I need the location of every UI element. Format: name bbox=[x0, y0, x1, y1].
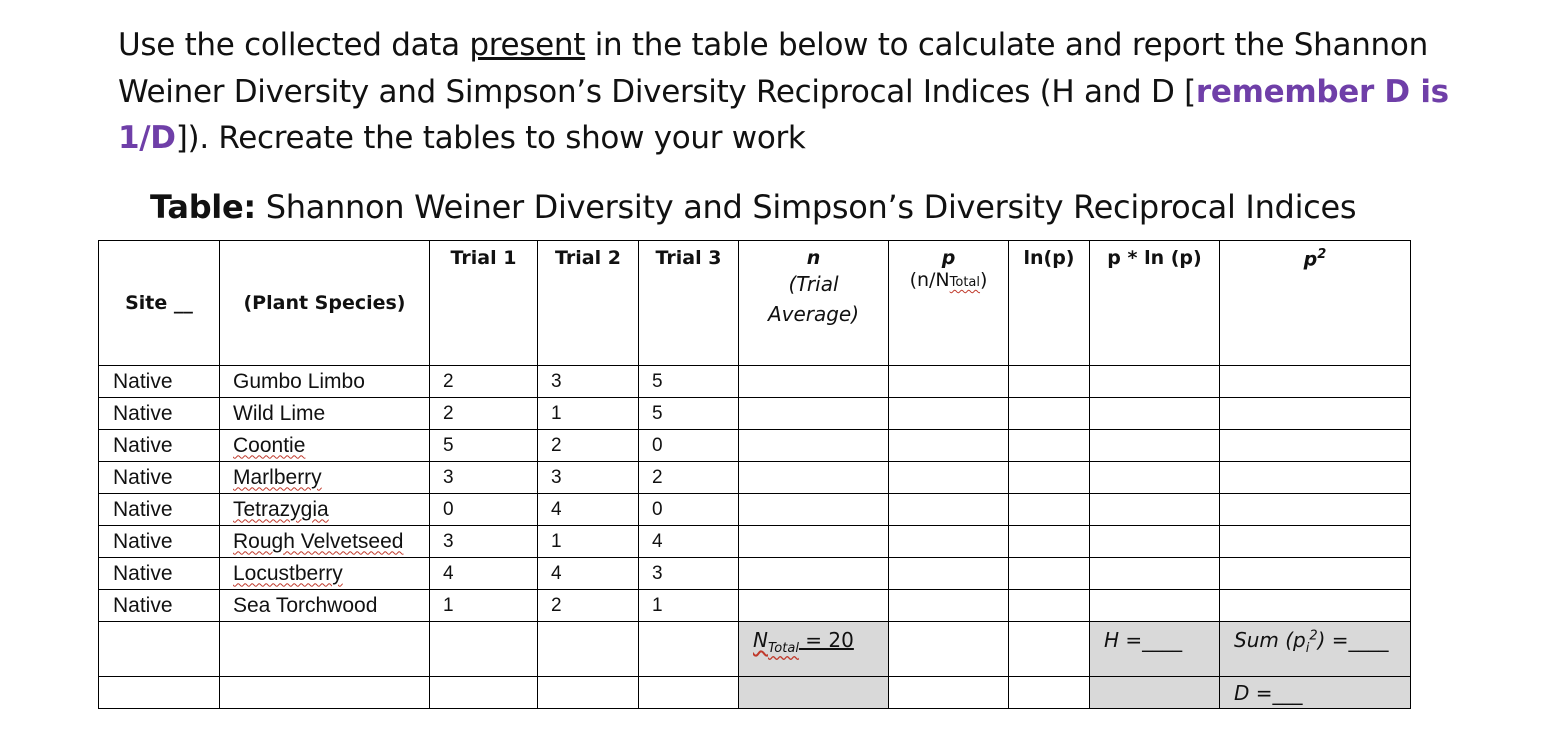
cell-lnp bbox=[1009, 462, 1090, 494]
instructions-text-1: Use the collected data bbox=[118, 27, 470, 63]
diversity-table bbox=[98, 240, 1411, 709]
cell-plnp bbox=[1090, 430, 1220, 462]
cell-empty bbox=[639, 677, 739, 709]
cell-p2 bbox=[1220, 494, 1411, 526]
header-p-label: p bbox=[941, 247, 956, 269]
table-caption bbox=[150, 188, 1356, 226]
cell-p2 bbox=[1220, 558, 1411, 590]
ntotal-value: = 20 bbox=[798, 628, 854, 652]
cell-lnp bbox=[1009, 398, 1090, 430]
cell-lnp bbox=[1009, 526, 1090, 558]
cell-n bbox=[739, 366, 889, 398]
cell-n bbox=[739, 494, 889, 526]
cell-trial-1: 1 bbox=[430, 590, 538, 622]
cell-trial-1: 3 bbox=[430, 526, 538, 558]
cell-p bbox=[889, 590, 1009, 622]
cell-p bbox=[889, 558, 1009, 590]
d-cell bbox=[1220, 677, 1411, 709]
d-label: D =___ bbox=[1234, 680, 1303, 705]
cell-site: Native bbox=[99, 462, 220, 494]
header-trial-3 bbox=[639, 241, 739, 366]
caption-text: Shannon Weiner Diversity and Simpson’s Diversity Reciprocal Indices bbox=[255, 188, 1357, 226]
cell-empty bbox=[430, 622, 538, 677]
cell-p bbox=[889, 430, 1009, 462]
cell-trial-3: 0 bbox=[639, 494, 739, 526]
ntotal-label: N bbox=[753, 628, 768, 652]
cell-p2 bbox=[1220, 590, 1411, 622]
header-trial-1-label: Trial 1 bbox=[450, 247, 517, 269]
header-species bbox=[220, 241, 430, 366]
cell-trial-1: 2 bbox=[430, 398, 538, 430]
cell-trial-3: 5 bbox=[639, 366, 739, 398]
sum-end: ) =____ bbox=[1317, 628, 1389, 652]
cell-trial-1: 2 bbox=[430, 366, 538, 398]
cell-plnp bbox=[1090, 398, 1220, 430]
cell-trial-3: 4 bbox=[639, 526, 739, 558]
cell-empty bbox=[430, 677, 538, 709]
cell-trial-2: 4 bbox=[538, 494, 639, 526]
cell-lnp bbox=[1009, 494, 1090, 526]
cell-lnp bbox=[1009, 558, 1090, 590]
cell-trial-2: 2 bbox=[538, 590, 639, 622]
sum-sup: 2 bbox=[1309, 628, 1318, 644]
header-p-sub-c: ) bbox=[980, 269, 988, 291]
header-p2-sup: 2 bbox=[1317, 247, 1327, 262]
instructions-text-2: in the table below to calculate and report the Shannon Weiner Diversity and Simpson’s Diversity Reciprocal Indices (H and D [ bbox=[118, 27, 1428, 110]
header-plnp bbox=[1090, 241, 1220, 366]
cell-p bbox=[889, 366, 1009, 398]
totals-row bbox=[99, 622, 1411, 677]
cell-empty bbox=[1009, 677, 1090, 709]
header-p2 bbox=[1220, 241, 1411, 366]
instructions-text-3: ]). Recreate the tables to show your work bbox=[175, 120, 806, 156]
cell-lnp bbox=[1009, 430, 1090, 462]
h-cell bbox=[1090, 622, 1220, 677]
cell-species bbox=[220, 430, 430, 462]
sum-cell bbox=[1220, 622, 1411, 677]
d-row bbox=[99, 677, 1411, 709]
cell-site: Native bbox=[99, 366, 220, 398]
cell-species: Gumbo Limbo bbox=[220, 366, 430, 398]
cell-species-text: Marlberry bbox=[233, 465, 322, 489]
table-row bbox=[99, 366, 1411, 398]
cell-site: Native bbox=[99, 430, 220, 462]
table-row bbox=[99, 430, 1411, 462]
header-trial-2-label: Trial 2 bbox=[555, 247, 621, 269]
sum-sub: i bbox=[1305, 641, 1310, 656]
cell-species bbox=[220, 558, 430, 590]
cell-species bbox=[220, 494, 430, 526]
cell-empty bbox=[220, 677, 430, 709]
cell-trial-1: 3 bbox=[430, 462, 538, 494]
cell-empty bbox=[99, 677, 220, 709]
header-p bbox=[889, 241, 1009, 366]
cell-n bbox=[739, 462, 889, 494]
cell-n bbox=[739, 398, 889, 430]
cell-site: Native bbox=[99, 526, 220, 558]
instructions-paragraph bbox=[118, 22, 1498, 162]
cell-p2 bbox=[1220, 526, 1411, 558]
cell-trial-1: 5 bbox=[430, 430, 538, 462]
cell-empty bbox=[538, 622, 639, 677]
cell-empty bbox=[1009, 622, 1090, 677]
header-lnp-label: ln(p) bbox=[1023, 247, 1075, 269]
cell-trial-1: 4 bbox=[430, 558, 538, 590]
table-row bbox=[99, 558, 1411, 590]
cell-empty bbox=[220, 622, 430, 677]
cell-trial-2: 2 bbox=[538, 430, 639, 462]
cell-empty bbox=[889, 622, 1009, 677]
cell-empty bbox=[538, 677, 639, 709]
cell-p2 bbox=[1220, 398, 1411, 430]
table-row bbox=[99, 494, 1411, 526]
cell-plnp bbox=[1090, 526, 1220, 558]
ntotal-sub: Total bbox=[767, 641, 799, 656]
table-row bbox=[99, 526, 1411, 558]
ntotal-cell bbox=[739, 622, 889, 677]
cell-lnp bbox=[1009, 590, 1090, 622]
cell-plnp bbox=[1090, 494, 1220, 526]
cell-trial-3: 5 bbox=[639, 398, 739, 430]
cell-trial-2: 3 bbox=[538, 366, 639, 398]
cell-species: Sea Torchwood bbox=[220, 590, 430, 622]
header-plnp-label: p * ln (p) bbox=[1107, 247, 1202, 269]
header-trial-2 bbox=[538, 241, 639, 366]
cell-site: Native bbox=[99, 590, 220, 622]
instructions-underlined-word: present bbox=[469, 27, 586, 63]
header-p-sub-total: Total bbox=[949, 275, 981, 290]
header-site-label: Site __ bbox=[125, 292, 193, 314]
cell-site: Native bbox=[99, 398, 220, 430]
cell-plnp bbox=[1090, 558, 1220, 590]
cell-n bbox=[739, 430, 889, 462]
cell-shaded bbox=[739, 677, 889, 709]
cell-empty bbox=[639, 622, 739, 677]
header-lnp bbox=[1009, 241, 1090, 366]
cell-n bbox=[739, 590, 889, 622]
cell-p bbox=[889, 494, 1009, 526]
cell-n bbox=[739, 558, 889, 590]
cell-species: Wild Lime bbox=[220, 398, 430, 430]
cell-trial-2: 4 bbox=[538, 558, 639, 590]
caption-bold-label: Table: bbox=[150, 188, 256, 226]
cell-lnp bbox=[1009, 366, 1090, 398]
cell-trial-2: 1 bbox=[538, 398, 639, 430]
cell-trial-3: 2 bbox=[639, 462, 739, 494]
cell-site: Native bbox=[99, 558, 220, 590]
cell-trial-2: 3 bbox=[538, 462, 639, 494]
header-trial-1 bbox=[430, 241, 538, 366]
cell-plnp bbox=[1090, 590, 1220, 622]
cell-p bbox=[889, 462, 1009, 494]
header-site bbox=[99, 241, 220, 366]
cell-p2 bbox=[1220, 430, 1411, 462]
cell-p2 bbox=[1220, 366, 1411, 398]
cell-empty bbox=[889, 677, 1009, 709]
header-n-sub: (Trial Average) bbox=[767, 272, 860, 326]
cell-species-text: Rough Velvetseed bbox=[233, 529, 404, 553]
header-n-label: n bbox=[806, 247, 821, 269]
header-p-sub-a: (n/N bbox=[909, 269, 950, 291]
cell-trial-1: 0 bbox=[430, 494, 538, 526]
cell-site: Native bbox=[99, 494, 220, 526]
cell-species bbox=[220, 462, 430, 494]
sum-label: Sum (p bbox=[1234, 628, 1306, 652]
cell-plnp bbox=[1090, 366, 1220, 398]
header-trial-3-label: Trial 3 bbox=[655, 247, 722, 269]
cell-p2 bbox=[1220, 462, 1411, 494]
cell-species-text: Locustberry bbox=[233, 561, 343, 585]
cell-trial-3: 0 bbox=[639, 430, 739, 462]
cell-trial-3: 1 bbox=[639, 590, 739, 622]
cell-species-text: Tetrazygia bbox=[233, 497, 329, 521]
header-row bbox=[99, 241, 1411, 366]
cell-n bbox=[739, 526, 889, 558]
h-label: H =____ bbox=[1104, 628, 1183, 652]
cell-p bbox=[889, 398, 1009, 430]
cell-species-text: Coontie bbox=[233, 433, 306, 457]
header-p2-label: p bbox=[1303, 248, 1318, 271]
header-species-label: (Plant Species) bbox=[243, 292, 406, 314]
cell-trial-3: 3 bbox=[639, 558, 739, 590]
cell-plnp bbox=[1090, 462, 1220, 494]
instructions-highlight: remember D is 1/D bbox=[118, 73, 1449, 156]
table-row bbox=[99, 590, 1411, 622]
cell-empty bbox=[99, 622, 220, 677]
header-n bbox=[739, 241, 889, 366]
table-row bbox=[99, 398, 1411, 430]
table-row bbox=[99, 462, 1411, 494]
cell-trial-2: 1 bbox=[538, 526, 639, 558]
cell-p bbox=[889, 526, 1009, 558]
cell-shaded bbox=[1090, 677, 1220, 709]
cell-species bbox=[220, 526, 430, 558]
